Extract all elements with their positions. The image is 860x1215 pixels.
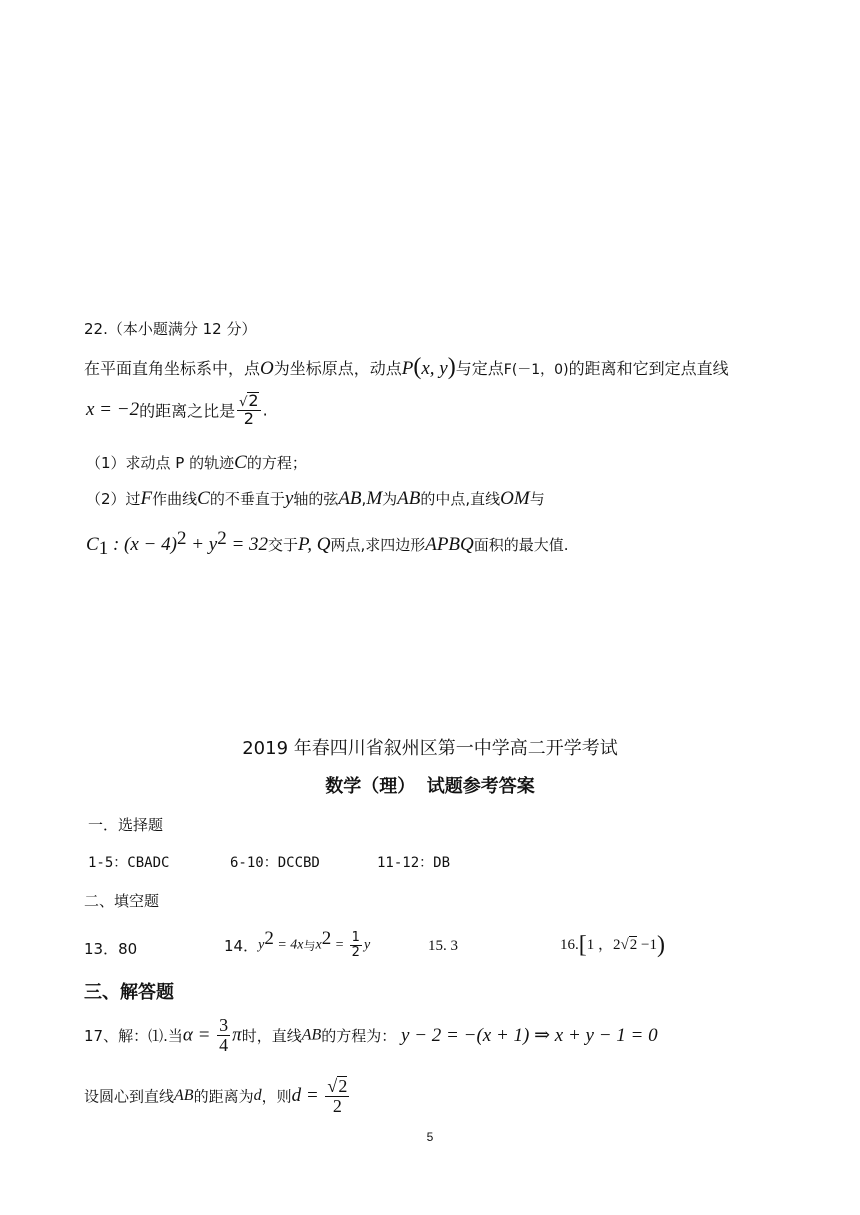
answer-16: 16.[1 ，2√2 −1) (560, 932, 665, 958)
q22-part1: （1）求动点 P 的轨迹C的方程； (86, 452, 307, 473)
solution-17-line2: 设圆心到直线AB的距离为d，则d = $\frac{√2}{2}$ (84, 1076, 348, 1116)
q22-part2: （2）过F作曲线C的不垂直于y轴的弦AB,M为AB的中点,直线OM与 (86, 488, 545, 509)
q22-line2: x = −2的距离之比是 $\frac{√2}{2}$ . (86, 391, 268, 428)
q22-header: 22.（本小题满分 12 分） (84, 320, 257, 338)
mc-answers-1: 1-5：CBADC (88, 855, 170, 871)
mc-answers-3: 11-12：DB (377, 855, 451, 871)
section-solutions: 三、解答题 (84, 982, 174, 1003)
solution-17-line1: 17、解：⑴.当α = $\frac{3}{4}$ π时，直线AB的方程为： y − 2 = −(x + 1) ⇒ x + y − 1 = 0 (84, 1015, 658, 1055)
ratio-fraction: $\frac{√2}{2}$ (239, 391, 259, 428)
answer-subtitle: 数学（理） 试题参考答案 (325, 776, 535, 797)
answer-14: 14．$y^2 = 4x$与$x^2$ = $\frac{1}{2}$ y (224, 928, 371, 960)
page-number: 5 (426, 1130, 434, 1144)
answer-title: 2019 年春四川省叙州区第一中学高二开学考试 (242, 738, 618, 759)
q22-part2-line2: $C_1$ : $(x - 4)^2 + y^2 = 32$交于P, Q两点,求四边形APBQ面积的最大值. (86, 528, 569, 559)
q22-line1: 在平面直角坐标系中，点O为坐标原点，动点P(x, y)与定点F(－1，0)的距离和它到定点直线 (84, 354, 729, 380)
answer-13: 13．80 (84, 940, 138, 958)
answer-15: 15. 3 (428, 938, 458, 954)
section-multiple-choice: 一．选择题 (88, 816, 164, 834)
mc-answers-2: 6-10：DCCBD (230, 855, 320, 871)
section-fill-blank: 二、填空题 (84, 892, 160, 910)
